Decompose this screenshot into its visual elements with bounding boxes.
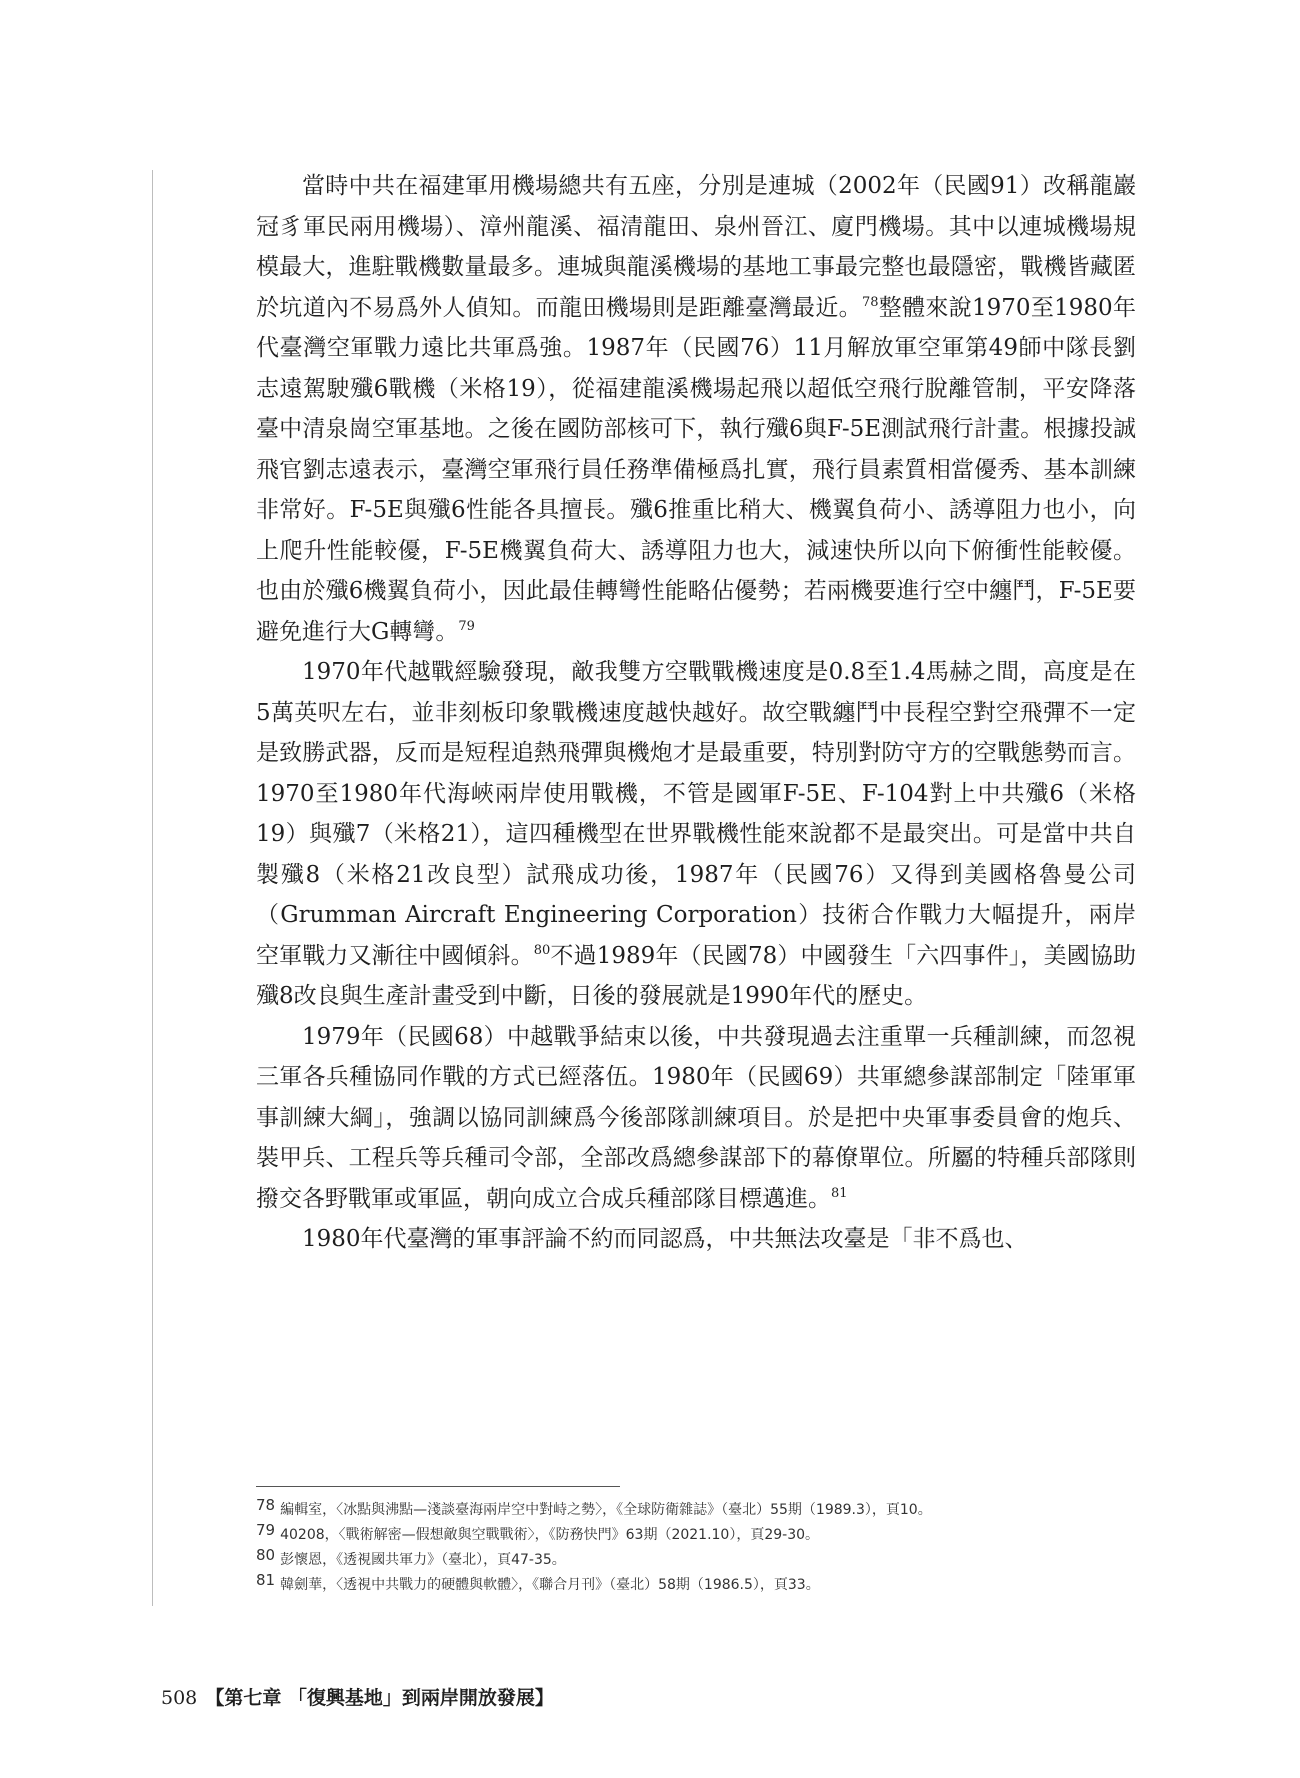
paragraph-text: 不過1989年（民國78）中國發生「六四事件」，美國協助殲8改良與生產計畫受到中斷，日後的發展就是1990年代的歷史。	[256, 942, 1136, 1009]
paragraph-text: 1980年代臺灣的軍事評論不約而同認爲，中共無法攻臺是「非不爲也、	[302, 1226, 1028, 1252]
footnote-item	[256, 1547, 1136, 1572]
footnote-ref[interactable]: 78	[861, 294, 879, 310]
paragraph	[256, 166, 1136, 652]
paragraph-text: 1979年（民國68）中越戰爭結束以後，中共發現過去注重單一兵種訓練，而忽視三軍各兵種協同作戰的方式已經落伍。1980年（民國69）共軍總參謀部制定「陸軍軍事訓練大綱」，強調以協同訓練爲今後部隊訓練項目。於是把中央軍事委員會的炮兵、裝甲兵、工程兵等兵種司令部，全部改爲總參謀部下的幕僚單位。所屬的特種兵部隊則撥交各野戰軍或軍區，朝向成立合成兵種部隊目標邁進。	[256, 1023, 1136, 1212]
footnote-item	[256, 1572, 1136, 1597]
footnote-text: 40208，〈戰術解密—假想敵與空戰戰術〉，《防務快門》63期（2021.10），頁29-30。	[280, 1527, 820, 1543]
page-number: 508	[161, 1687, 198, 1709]
body-text	[256, 166, 1136, 1260]
footnote-number: 79	[256, 1521, 276, 1539]
chapter-title: 【第七章 「復興基地」到兩岸開放發展】	[205, 1687, 554, 1709]
paragraph	[256, 652, 1136, 1017]
footnote-text: 韓劍華，〈透視中共戰力的硬體與軟體〉，《聯合月刊》（臺北）58期（1986.5），頁33。	[280, 1577, 820, 1593]
footnote-number: 80	[256, 1546, 276, 1564]
paragraph	[256, 1017, 1136, 1220]
footnote-ref[interactable]: 81	[831, 1185, 848, 1201]
paragraph-text: 當時中共在福建軍用機場總共有五座，分別是連城（2002年（民國91）改稱龍巖冠豸軍民兩用機場）、漳州龍溪、福清龍田、泉州晉江、廈門機場。其中以連城機場規模最大，進駐戰機數量最多。連城與龍溪機場的基地工事最完整也最隱密，戰機皆藏匿於坑道內不易爲外人偵知。而龍田機場則是距離臺灣最近。	[256, 173, 1136, 321]
footnote-ref[interactable]: 80	[533, 942, 551, 958]
footnote-item	[256, 1522, 1136, 1547]
paragraph-text: 整體來說1970至1980年代臺灣空軍戰力遠比共軍爲強。1987年（民國76）11月解放軍空軍第49師中隊長劉志遠駕駛殲6戰機（米格19），從福建龍溪機場起飛以超低空飛行脫離管制，平安降落臺中清泉崗空軍基地。之後在國防部核可下，執行殲6與F-5E測試飛行計畫。根據投誠飛官劉志遠表示，臺灣空軍飛行員任務準備極爲扎實，飛行員素質相當優秀、基本訓練非常好。F-5E與殲6性能各具擅長。殲6推重比稍大、機翼負荷小、誘導阻力也小，向上爬升性能較優，F-5E機翼負荷大、誘導阻力也大，減速快所以向下俯衝性能較優。也由於殲6機翼負荷小，因此最佳轉彎性能略佔優勢；若兩機要進行空中纏鬥，F-5E要避免進行大G轉彎。	[256, 294, 1136, 645]
footnotes	[256, 1497, 1136, 1597]
paragraph-text: 1970年代越戰經驗發現，敵我雙方空戰戰機速度是0.8至1.4馬赫之間，高度是在5萬英呎左右，並非刻板印象戰機速度越快越好。故空戰纏鬥中長程空對空飛彈不一定是致勝武器，反而是短程追熱飛彈與機炮才是最重要，特別對防守方的空戰態勢而言。1970至1980年代海峽兩岸使用戰機，不管是國軍F-5E、F-104對上中共殲6（米格19）與殲7（米格21），這四種機型在世界戰機性能來說都不是最突出。可是當中共自製殲8（米格21改良型）試飛成功後，1987年（民國76）又得到美國格魯曼公司（Grumman Aircraft Engineering Corporation）技術合作戰力大幅提升，兩岸空軍戰力又漸往中國傾斜。	[256, 659, 1136, 969]
footnote-ref[interactable]: 79	[458, 618, 475, 634]
footnote-text: 彭懷恩，《透視國共軍力》（臺北），頁47-35。	[280, 1552, 566, 1568]
margin-rule	[152, 170, 153, 1606]
footnote-number: 81	[256, 1571, 276, 1589]
footnote-text: 編輯室，〈冰點與沸點—淺談臺海兩岸空中對峙之勢〉，《全球防衛雜誌》（臺北）55期（1989.3），頁10。	[280, 1502, 932, 1518]
footnote-item	[256, 1497, 1136, 1522]
footnote-divider	[256, 1486, 620, 1487]
paragraph	[256, 1219, 1136, 1260]
page-footer	[161, 1683, 554, 1710]
footnote-number: 78	[256, 1496, 276, 1514]
